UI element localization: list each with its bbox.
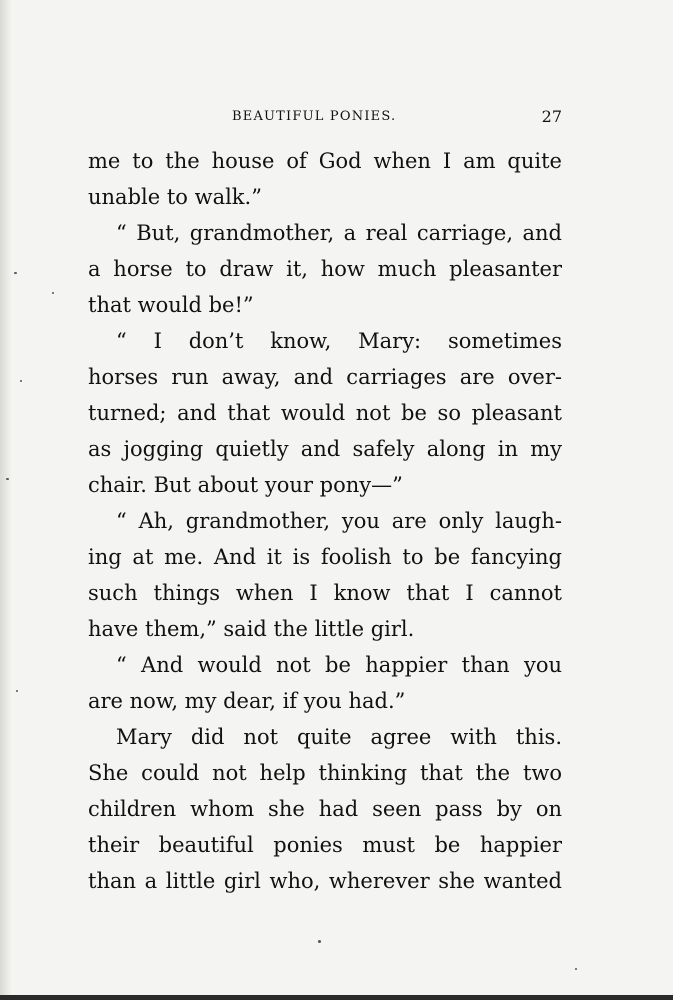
paper-speck <box>16 690 18 692</box>
text-line: She could not help thinking that the two <box>88 761 562 785</box>
running-head-title: BEAUTIFUL PONIES. <box>232 109 397 124</box>
paper-speck <box>14 272 17 274</box>
body-text <box>88 143 562 899</box>
text-line: have them,” said the little girl. <box>88 617 415 641</box>
text-line: “ I don’t know, Mary: sometimes <box>116 329 562 353</box>
paper-speck <box>575 968 577 970</box>
text-line: me to the house of God when I am quite <box>88 149 562 173</box>
text-line: ing at me. And it is foolish to be fancying <box>88 545 562 569</box>
text-line: their beautiful ponies must be happier <box>88 833 562 857</box>
paper-speck <box>318 940 321 943</box>
text-line: horses run away, and carriages are over- <box>88 365 562 389</box>
text-line: Mary did not quite agree with this. <box>116 725 562 749</box>
text-line: turned; and that would not be so pleasant <box>88 401 562 425</box>
text-line: chair. But about your pony—” <box>88 473 403 497</box>
text-line: children whom she had seen pass by on <box>88 797 562 821</box>
page-bottom-edge <box>0 995 673 1000</box>
text-line: than a little girl who, wherever she wanted <box>88 869 562 893</box>
page-number: 27 <box>541 107 562 126</box>
text-line: unable to walk.” <box>88 185 262 209</box>
paper-speck <box>6 478 9 480</box>
text-line: that would be!” <box>88 293 254 317</box>
text-line: such things when I know that I cannot <box>88 581 562 605</box>
text-line: are now, my dear, if you had.” <box>88 689 406 713</box>
text-line: as jogging quietly and safely along in my <box>88 437 562 461</box>
paper-speck <box>52 292 54 294</box>
text-line: “ Ah, grandmother, you are only laugh- <box>116 509 562 533</box>
paper-speck <box>20 380 22 382</box>
running-head <box>88 106 562 128</box>
text-line: a horse to draw it, how much pleasanter <box>88 257 562 281</box>
text-line: “ And would not be happier than you <box>116 653 562 677</box>
text-line: “ But, grandmother, a real carriage, and <box>116 221 562 245</box>
page-gutter-shadow <box>0 0 12 1000</box>
